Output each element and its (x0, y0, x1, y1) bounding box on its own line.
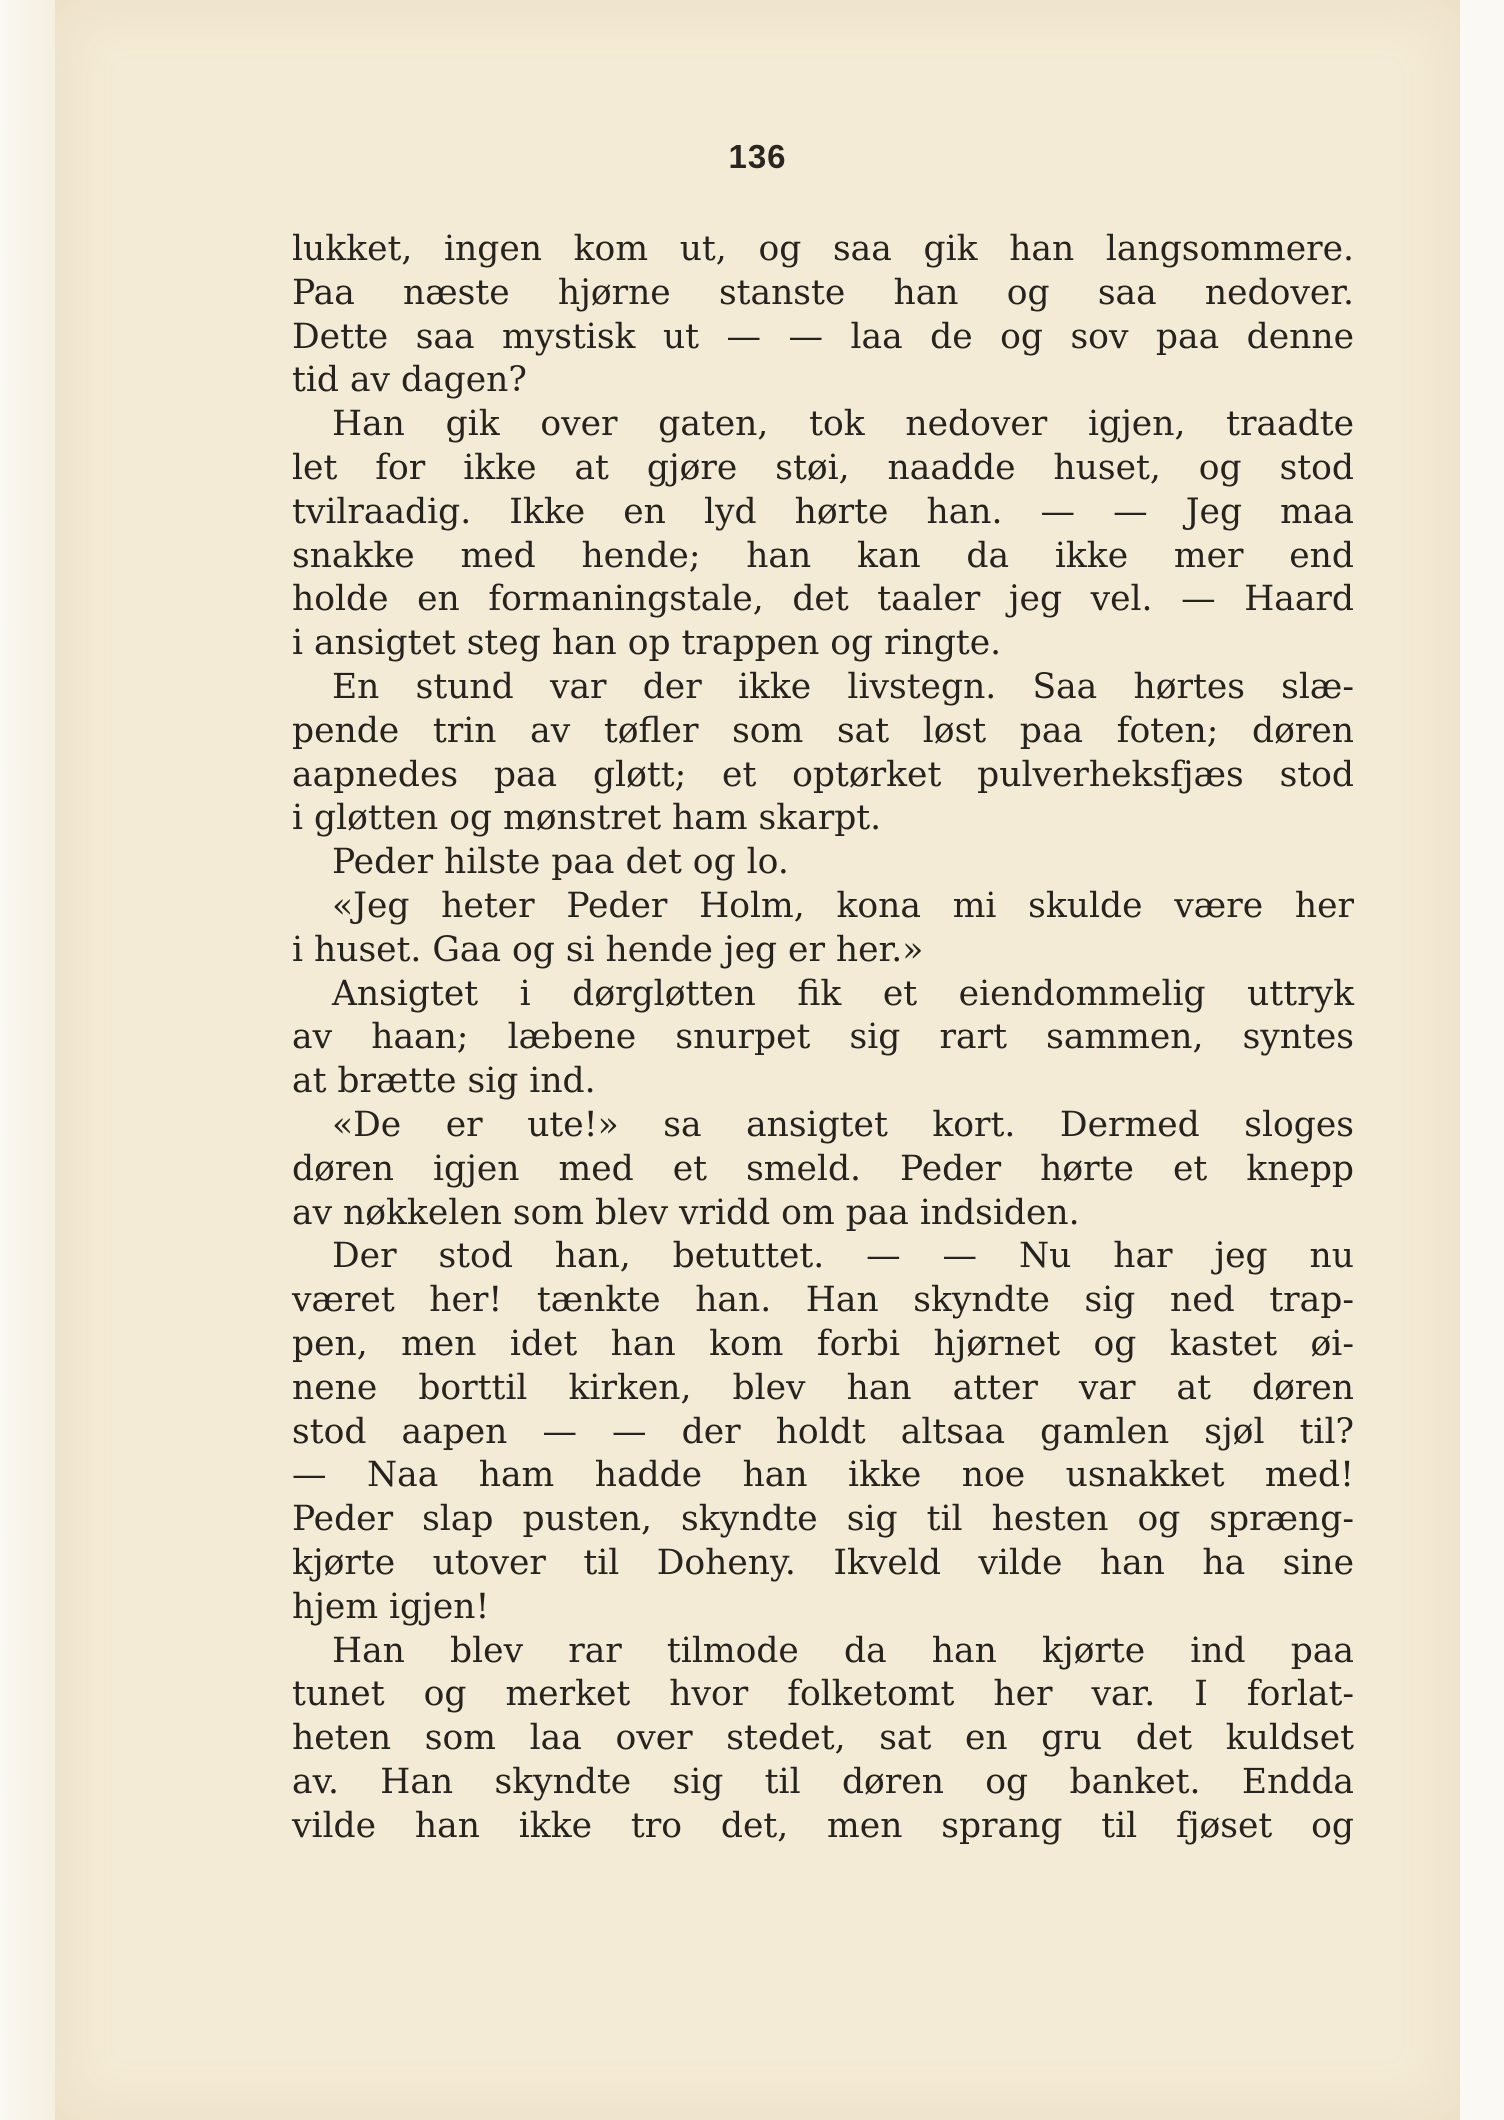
text-line: i gløtten og mønstret ham skarpt. (292, 798, 882, 839)
text-line: Dette saa mystisk ut — — laa de og sov paa denne (292, 316, 1354, 357)
page-number: 136 (728, 138, 787, 175)
text-line: kjørte utover til Doheny. Ikveld vilde han ha sine (292, 1542, 1354, 1583)
text-line: været her! tænkte han. Han skyndte sig ned trap- (292, 1280, 1354, 1321)
text-line: hjem igjen! (292, 1586, 490, 1627)
text-line: tid av dagen? (292, 360, 527, 401)
text-line: «De er ute!» sa ansigtet kort. Dermed sloges (332, 1104, 1354, 1145)
text-line: at brætte sig ind. (292, 1061, 596, 1102)
text-line: Peder hilste paa det og lo. (332, 842, 789, 883)
text-line: Paa næste hjørne stanste han og saa nedover. (292, 272, 1354, 313)
scanner-background-right (1460, 0, 1504, 2120)
text-line: i huset. Gaa og si hende jeg er her.» (292, 929, 924, 970)
text-line: Ansigtet i dørgløtten fik et eiendommelig uttryk (332, 973, 1354, 1014)
text-line: aapnedes paa gløtt; et optørket pulverheksfjæs stod (292, 754, 1354, 795)
body-text (292, 228, 1354, 1848)
text-line: Han gik over gaten, tok nedover igjen, traadte (332, 404, 1354, 445)
text-line: Der stod han, betuttet. — — Nu har jeg nu (332, 1236, 1354, 1277)
text-line: En stund var der ikke livstegn. Saa hørtes slæ- (332, 666, 1354, 707)
text-line: nene borttil kirken, blev han atter var at døren (292, 1367, 1354, 1408)
text-line: tvilraadig. Ikke en lyd hørte han. — — Jeg maa (292, 491, 1354, 532)
text-line: lukket, ingen kom ut, og saa gik han langsommere. (292, 229, 1354, 269)
text-line: av haan; læbene snurpet sig rart sammen, syntes (292, 1017, 1354, 1058)
text-line: i ansigtet steg han op trappen og ringte. (292, 623, 1002, 664)
text-line: holde en formaningstale, det taaler jeg vel. — Haard (292, 579, 1354, 620)
text-line: av nøkkelen som blev vridd om paa indsiden. (292, 1192, 1080, 1233)
text-line: stod aapen — — der holdt altsaa gamlen sjøl til? (292, 1411, 1354, 1452)
text-line: — Naa ham hadde han ikke noe usnakket med! (292, 1455, 1354, 1496)
text-line: «Jeg heter Peder Holm, kona mi skulde være her (332, 885, 1354, 926)
text-line: vilde han ikke tro det, men sprang til fjøset og (292, 1805, 1354, 1846)
text-line: let for ikke at gjøre støi, naadde huset, og stod (292, 447, 1354, 488)
text-line: pen, men idet han kom forbi hjørnet og kastet øi- (292, 1323, 1354, 1364)
scanner-background-left (0, 0, 55, 2120)
text-line: Han blev rar tilmode da han kjørte ind paa (332, 1630, 1354, 1671)
text-line: pende trin av tøfler som sat løst paa foten; døren (292, 710, 1354, 751)
text-line: av. Han skyndte sig til døren og banket. Endda (292, 1761, 1354, 1802)
text-line: Peder slap pusten, skyndte sig til hesten og spræng- (292, 1499, 1354, 1540)
text-line: snakke med hende; han kan da ikke mer end (292, 535, 1354, 576)
text-line: døren igjen med et smeld. Peder hørte et knepp (292, 1148, 1354, 1189)
book-page (55, 0, 1460, 2120)
text-line: heten som laa over stedet, sat en gru det kuldset (292, 1718, 1354, 1759)
text-line: tunet og merket hvor folketomt her var. I forlat- (292, 1674, 1354, 1715)
